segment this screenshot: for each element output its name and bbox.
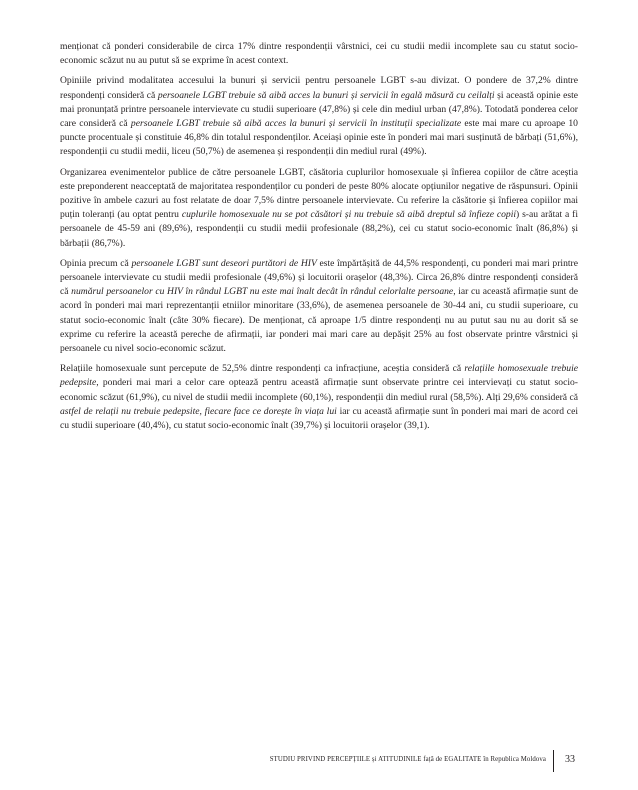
- footer-title: STUDIU PRIVIND PERCEPȚIILE și ATITUDINILE față de EGALITATE în Republica Moldova: [269, 756, 546, 763]
- paragraph: [60, 166, 578, 251]
- text-run: și această opinie este mai pronunțată printre persoanele intervievate cu studii superioare (47,8%) și cele din mediul urban (47,8%). Totodată ponderea celor care consideră că: [60, 89, 578, 130]
- italic-text: relațiile homosexuale trebuie pedepsite: [60, 363, 578, 389]
- text-run: Relațiile homosexuale sunt percepute de 52,5% dintre respondenți ca infracțiune, aceștia consideră că: [60, 363, 465, 375]
- text-run: Opiniile privind modalitatea accesului la bunuri și servicii pentru persoanele LGBT s-au divizat. O pondere de 37,2% dintre respondenți consideră că: [60, 75, 578, 101]
- text-run: Opinia precum că: [60, 257, 132, 269]
- page-footer: [0, 750, 638, 774]
- text-run: este mai mare cu aproape 10 puncte procentuale și constituie 46,8% din totalul respondenților. Aceiași opinie este în ponderi mai mari susținută de bărbați (51,6%), respondenții cu studii medii, liceu (50,7%) de asemenea și respondenții din mediul rural (49%).: [60, 118, 578, 158]
- text-run: ) s-au arătat a fi persoanele de 45-59 ani (89,6%), respondenții cu studii medii profesionale (88,2%), cei cu statut socio-economic înalt (86,8%) și bărbații (86,7%).: [60, 209, 578, 249]
- italic-text: persoanele LGBT sunt deseori purtători de HIV: [131, 257, 317, 269]
- paragraph: [60, 40, 578, 68]
- italic-text: numărul persoanelor cu HIV în rândul LGBT nu este mai înalt decât în rândul celorlalte persoane: [71, 286, 454, 298]
- page-number: 33: [565, 754, 575, 765]
- italic-text: astfel de relații nu trebuie pedepsite, fiecare face ce dorește în viața lui: [60, 405, 337, 417]
- footer-divider: [553, 750, 554, 772]
- italic-text: cuplurile homosexuale nu se pot căsători și nu trebuie să aibă dreptul să înfieze copii: [181, 209, 517, 221]
- text-run: , iar cu această afirmație sunt de acord în ponderi mai mari reprezentanții etniilor minoritare (33,6%), de asemenea persoanele de 30-44 ani, cu studii superioare, cu statut socio-economic înalt (câte 30% fiecare). De menționat, că aproape 1/5 dintre respondenți nu au putut sau nu au dorit să se exprime cu referire la această pereche de afirmații, iar ponderi mai mari care au depășit 25% au fost observate printre vârstnici și persoanele cu nivel socio-economic scăzut.: [60, 286, 578, 355]
- text-run: este împărtășită de 44,5% respondenți, cu ponderi mai mari printre persoanele intervievate cu studii medii profesionale (49,6%) și locuitorii orașelor (48,3%). Circa 26,8% dintre respondenți consideră că: [60, 257, 579, 298]
- text-run: menționat că ponderi considerabile de circa 17% dintre respondenții vârstnici, cei cu studii medii incomplete sau cu statut socio-economic scăzut nu au putut să se exprime în acest context.: [60, 41, 578, 67]
- italic-text: persoanele LGBT trebuie să aibă acces la bunuri și servicii în egală măsură cu ceilalți: [157, 89, 495, 101]
- paragraph: [60, 257, 578, 356]
- paragraph: [60, 74, 578, 159]
- text-run: Organizarea evenimentelor publice de către persoanele LGBT, căsătoria cuplurilor homosexuale și înfierea copiilor de către aceștia este preponderent neacceptată de majoritatea respondenților cu ponderi de peste 80% alocate opțiunilor negative de răspunsuri. Opinii pozitive în ambele cazuri au fost relatate de doar 7,5% dintre persoanele intervievate. Cu referire la căsătorie și înfierea copiilor mai puțin toleranți (au optat pentru: [60, 166, 578, 221]
- italic-text: persoanele LGBT trebuie să aibă acces la bunuri și servicii în instituții specializate: [130, 118, 462, 130]
- paragraph: [60, 362, 578, 433]
- text-run: iar cu această afirmație sunt în ponderi mai mari de acord cei cu studii superioare (40,4%), cu statut socio-economic înalt (39,7%) și locuitorii orașelor (39,1).: [60, 405, 578, 432]
- document-body: [60, 40, 578, 439]
- text-run: , ponderi mai mari a celor care optează pentru această afirmație sunt observate printre cei intervievați cu statut socio-economic scăzut (61,9%), cu nivel de studii medii incomplete (60,1%), respondenții din mediul rural (58,5%). Alți 29,6% consideră că: [60, 377, 578, 403]
